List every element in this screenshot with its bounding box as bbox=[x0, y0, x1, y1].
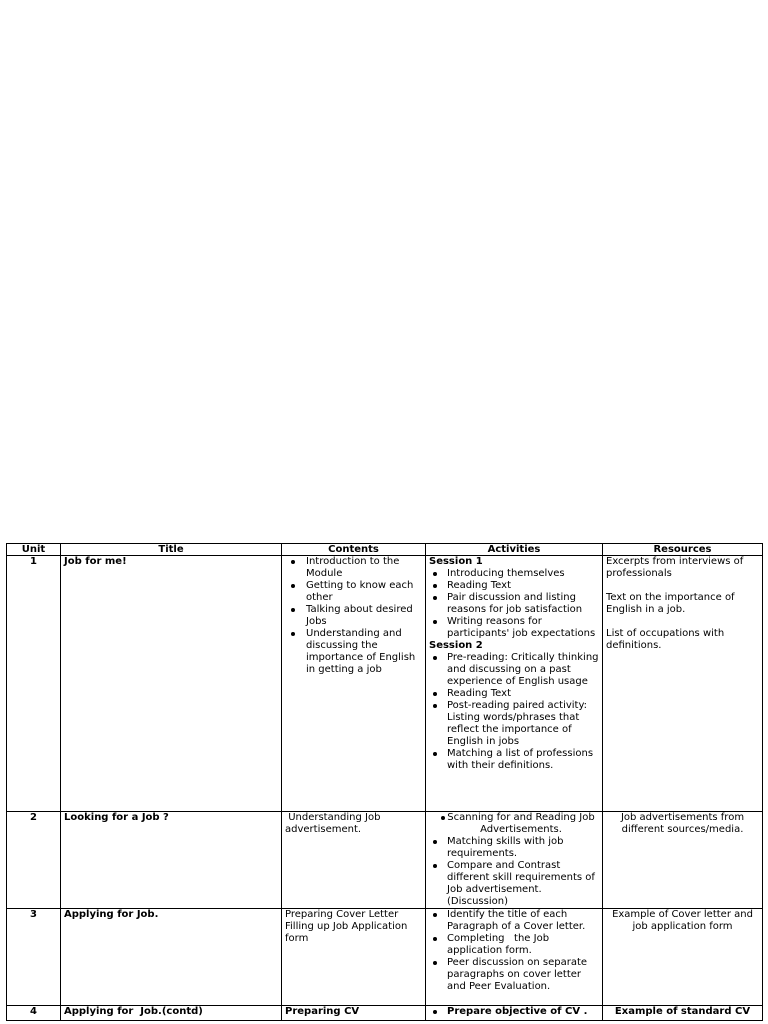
list-item: Post-reading paired activity: Listing words/phrases that reflect the importance of English in jobs bbox=[429, 700, 599, 748]
table-row bbox=[7, 909, 763, 1006]
unit-contents bbox=[282, 556, 426, 812]
list-item: Matching skills with job requirements. bbox=[429, 836, 599, 860]
table-header-row bbox=[7, 544, 763, 556]
unit-resources: Example of standard CV bbox=[603, 1006, 763, 1021]
session-2-list bbox=[429, 652, 599, 772]
resource-item: Text on the importance of English in a job. bbox=[606, 592, 735, 615]
table-row bbox=[7, 812, 763, 909]
unit-number: 1 bbox=[7, 556, 61, 812]
list-item: Matching a list of professions with their definitions. bbox=[429, 748, 599, 772]
header-activities: Activities bbox=[426, 544, 603, 556]
unit-contents: Understanding Job advertisement. bbox=[282, 812, 426, 909]
unit-title: Applying for Job.(contd) bbox=[61, 1006, 282, 1021]
list-item: Reading Text bbox=[429, 580, 599, 592]
contents-line: Filling up Job Application form bbox=[285, 921, 408, 944]
list-item: Writing reasons for participants' job expectations bbox=[429, 616, 599, 640]
contents-list bbox=[285, 556, 422, 676]
unit-contents bbox=[282, 909, 426, 1006]
unit-number: 4 bbox=[7, 1006, 61, 1021]
list-item: Introduction to the Module bbox=[285, 556, 422, 580]
list-item: Peer discussion on separate paragraphs on cover letter and Peer Evaluation. bbox=[429, 957, 599, 993]
unit-resources: Job advertisements from different sources/media. bbox=[603, 812, 763, 909]
activities-list bbox=[429, 909, 599, 993]
unit-number: 2 bbox=[7, 812, 61, 909]
table-row bbox=[7, 1006, 763, 1021]
resource-item: List of occupations with definitions. bbox=[606, 628, 725, 651]
list-item: Compare and Contrast different skill requirements of Job advertisement. (Discussion) bbox=[429, 860, 599, 908]
list-item: Understanding and discussing the importance of English in getting a job bbox=[285, 628, 422, 676]
unit-activities bbox=[426, 812, 603, 909]
session-1-list bbox=[429, 568, 599, 640]
list-item: Pre-reading: Critically thinking and discussing on a past experience of English usage bbox=[429, 652, 599, 688]
list-item: Reading Text bbox=[429, 688, 599, 700]
unit-resources bbox=[603, 556, 763, 812]
unit-activities bbox=[426, 1006, 603, 1021]
unit-contents: Preparing CV bbox=[282, 1006, 426, 1021]
list-item: Identify the title of each Paragraph of a Cover letter. bbox=[429, 909, 599, 933]
unit-number: 3 bbox=[7, 909, 61, 1006]
resource-item: Excerpts from interviews of professionals bbox=[606, 556, 744, 579]
list-item: Introducing themselves bbox=[429, 568, 599, 580]
unit-activities bbox=[426, 556, 603, 812]
syllabus-table bbox=[6, 543, 763, 1021]
header-unit: Unit bbox=[7, 544, 61, 556]
header-title: Title bbox=[61, 544, 282, 556]
activities-list bbox=[429, 1006, 599, 1018]
unit-title: Job for me! bbox=[61, 556, 282, 812]
list-item: Prepare objective of CV . bbox=[429, 1006, 599, 1018]
unit-title: Looking for a Job ? bbox=[61, 812, 282, 909]
contents-line: Preparing Cover Letter bbox=[285, 909, 399, 920]
unit-title: Applying for Job. bbox=[61, 909, 282, 1006]
table-row bbox=[7, 556, 763, 812]
session-1-label: Session 1 bbox=[429, 556, 483, 567]
activities-list bbox=[429, 812, 599, 908]
header-resources: Resources bbox=[603, 544, 763, 556]
list-item: Talking about desired Jobs bbox=[285, 604, 422, 628]
list-item: Completing the Job application form. bbox=[429, 933, 599, 957]
list-item: Getting to know each other bbox=[285, 580, 422, 604]
unit-activities bbox=[426, 909, 603, 1006]
session-2-label: Session 2 bbox=[429, 640, 483, 651]
list-item: Pair discussion and listing reasons for job satisfaction bbox=[429, 592, 599, 616]
header-contents: Contents bbox=[282, 544, 426, 556]
list-item: Scanning for and Reading Job Advertisements. bbox=[429, 812, 599, 836]
unit-resources: Example of Cover letter and job application form bbox=[603, 909, 763, 1006]
